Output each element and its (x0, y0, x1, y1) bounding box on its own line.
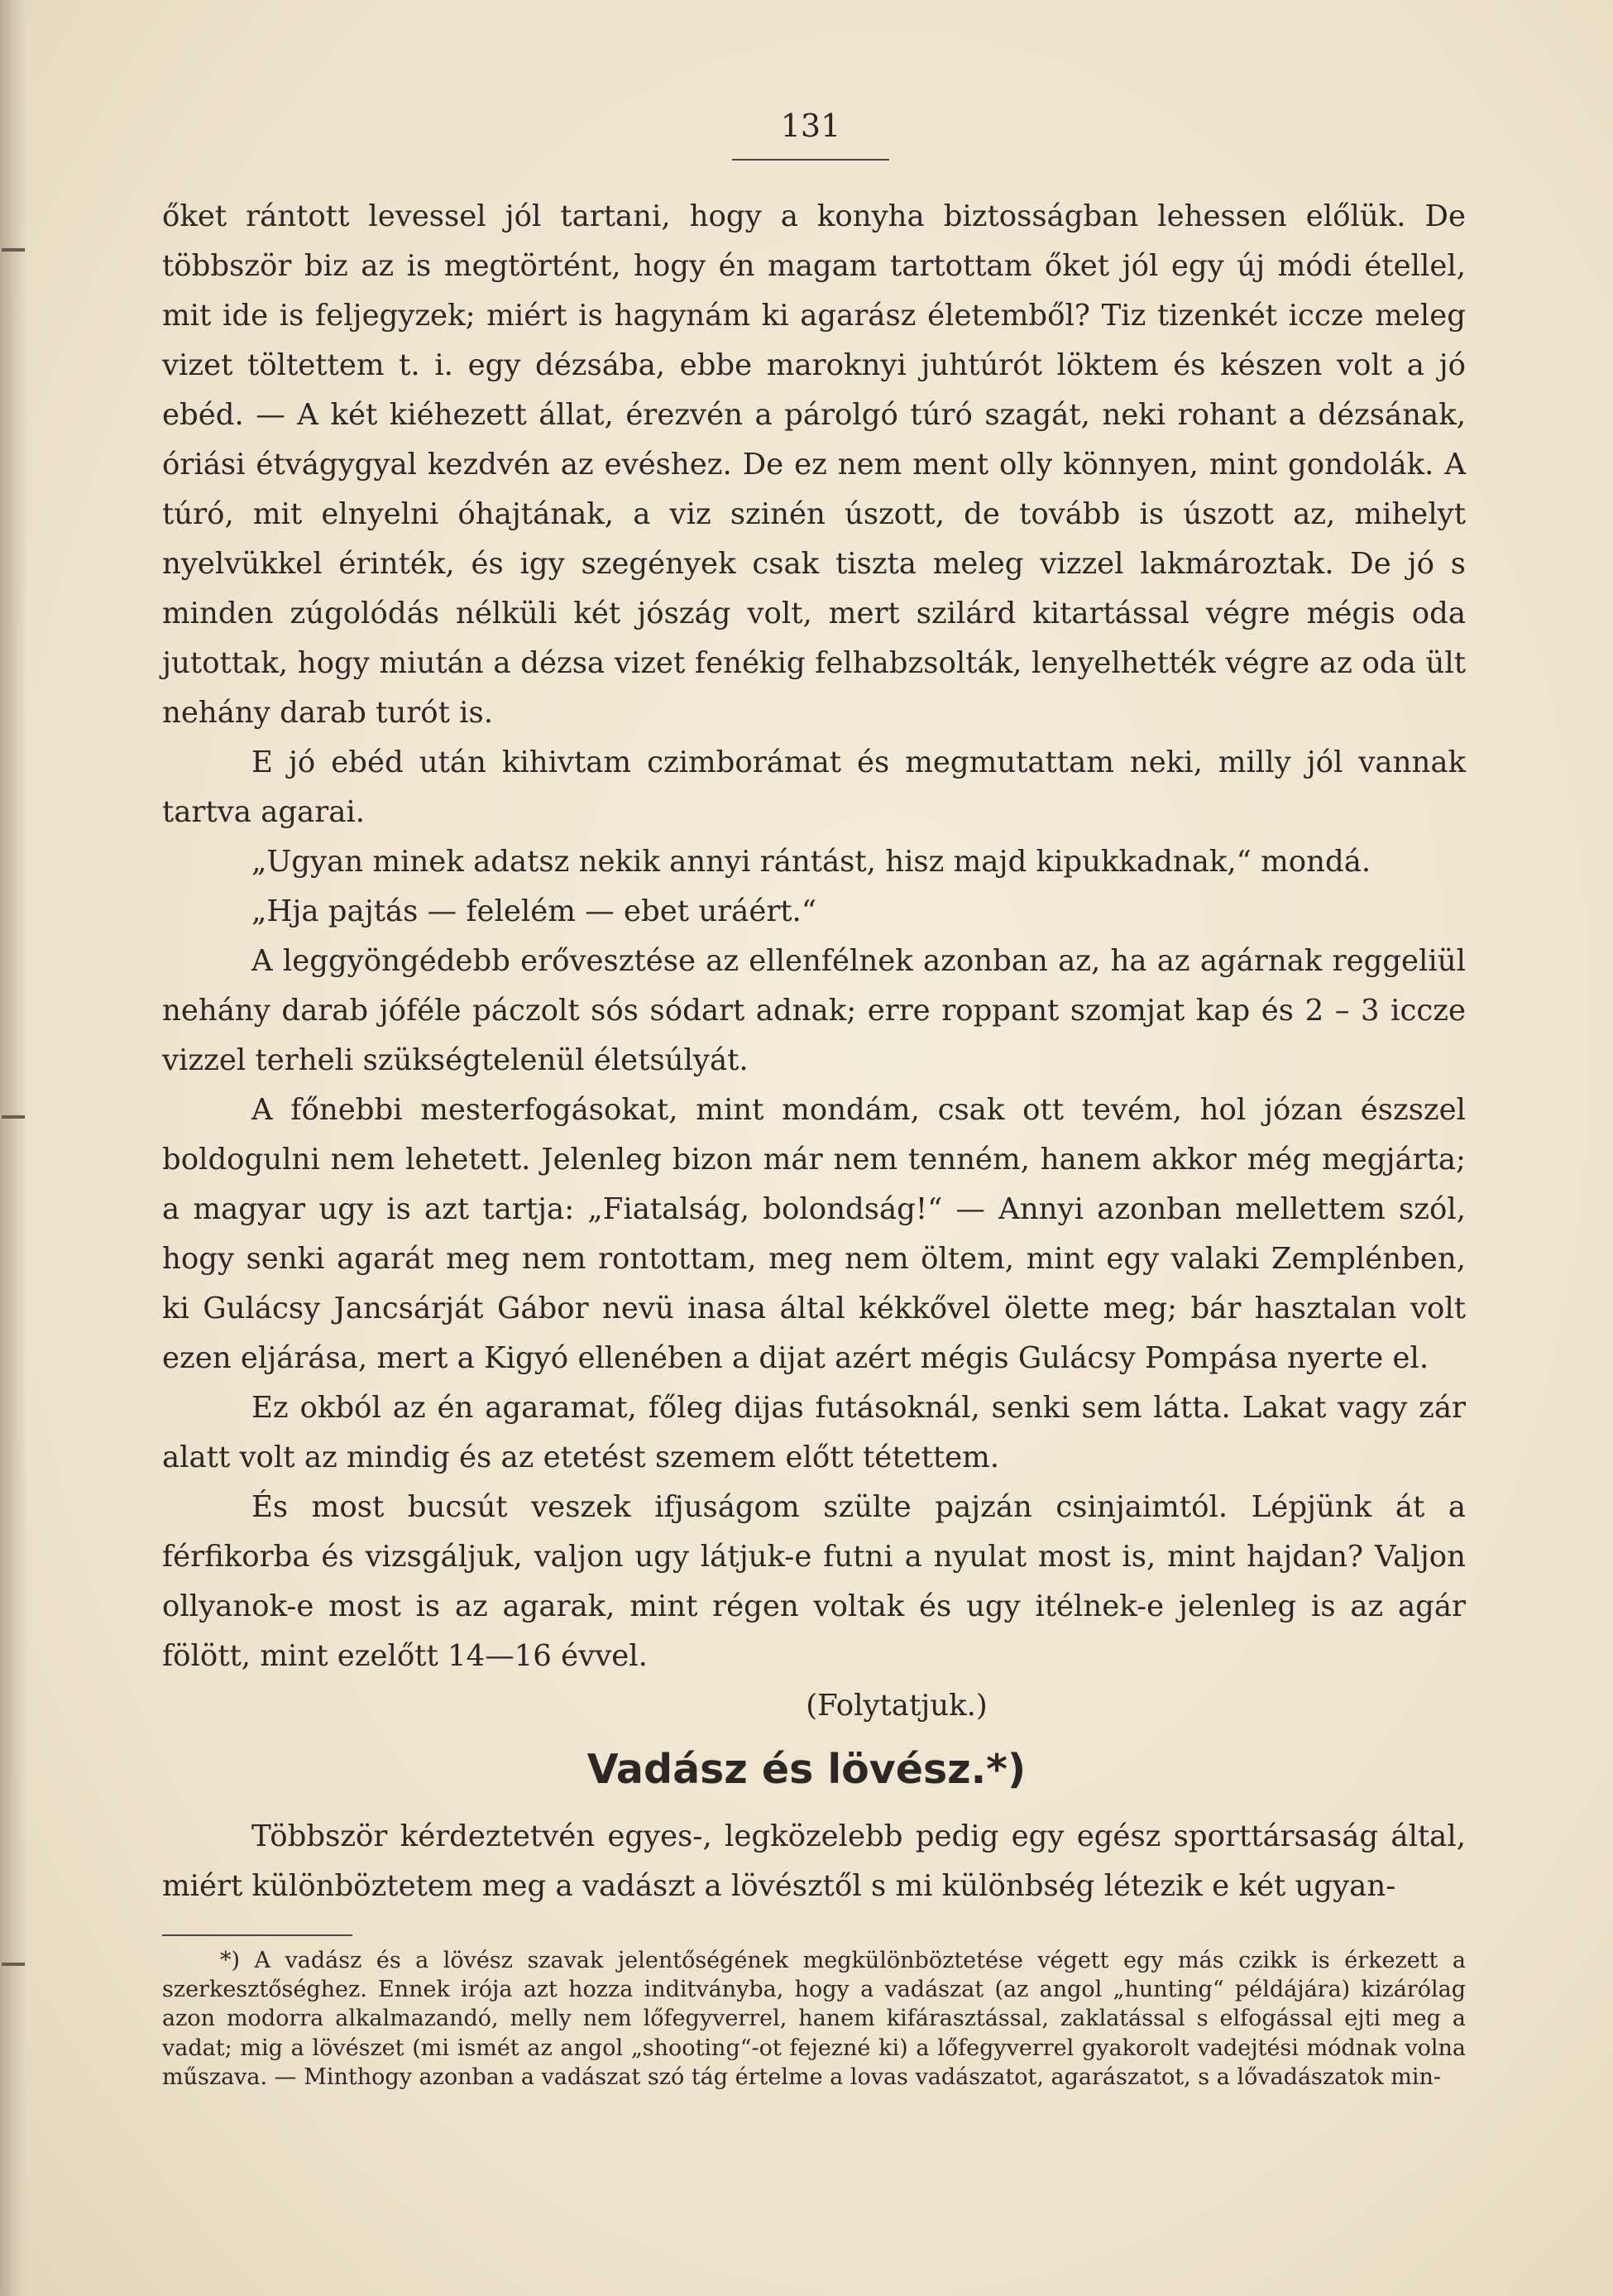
footnote-rule (162, 1934, 352, 1936)
continued-note: (Folytatjuk.) (806, 1689, 988, 1723)
paragraph: Többször kérdeztetvén egyes-, legközelebb pedig egy egész sporttársaság által, miért különböztetem meg a vadászt a lövésztől s mi különbség létezik e két ugyan- (162, 1819, 1466, 1903)
binding-gutter (0, 0, 28, 2296)
margin-mark (2, 248, 25, 252)
paragraph: őket rántott levessel jól tartani, hogy a konyha biztosságban lehessen előlük. De többször biz az is megtörtént, hogy én magam tartottam őket jól egy új módi étellel, mit ide is feljegyzek; miért is hagynám ki agarász életemből? Tiz tizenkét iccze meleg vizet töltettem t. i. egy dézsába, ebbe maroknyi juhtúrót löktem és készen volt a jó ebéd. — A két kiéhezett állat, érezvén a párolgó túró szagát, neki rohant a dézsának, óriási étvágygyal kezdvén az evéshez. De ez nem ment olly könnyen, mint gondolák. A túró, mit elnyelni óhajtának, a viz szinén úszott, de tovább is úszott az, mihelyt nyelvükkel érinték, és igy szegények csak tiszta meleg vizzel lakmároztak. De jó s minden zúgolódás nélküli két jószág volt, mert szilárd kitartással végre mégis oda jutottak, hogy miután a dézsa vizet fenékig felhabzsolták, lenyelhették végre az oda ült nehány darab turót is. (162, 199, 1466, 730)
article-body (162, 192, 1466, 1731)
paragraph: A leggyöngédebb erővesztése az ellenfélnek azonban az, ha az agárnak reggeliül nehány darab jóféle páczolt sós sódart adnak; erre roppant szomjat kap és 2 – 3 iccze vizzel terheli szükségtelenül életsúlyát. (162, 944, 1466, 1077)
paragraph: A főnebbi mesterfogásokat, mint mondám, csak ott tevém, hol józan észszel boldogulni nem lehetett. Jelenleg bizon már nem tenném, hanem akkor még megjárta; a magyar ugy is azt tartja: „Fiatalság, bolondság!“ — Annyi azonban mellettem szól, hogy senki agarát meg nem rontottam, meg nem öltem, mint egy valaki Zemplénben, ki Gulácsy Jancsárját Gábor nevü inasa által kékkővel ölette meg; bár hasztalan volt ezen eljárása, mert a Kigyó ellenében a dijat azért mégis Gulácsy Pompása nyerte el. (162, 1093, 1466, 1375)
footnote (162, 1946, 1466, 2092)
paragraph: „Ugyan minek adatsz nekik annyi rántást, hisz majd kipukkadnak,“ mondá. (251, 845, 1371, 879)
header-rule (732, 159, 889, 161)
paragraph: E jó ebéd után kihivtam czimborámat és megmutattam neki, milly jól vannak tartva agarai. (162, 745, 1466, 829)
paragraph: És most bucsút veszek ifjuságom szülte pajzán csinjaimtól. Lépjünk át a férfikorba és vizsgáljuk, valjon ugy látjuk-e futni a nyulat most is, mint hajdan? Valjon ollyanok-e most is az agarak, mint régen voltak és ugy itélnek-e jelenleg is az agár fölött, mint ezelőtt 14—16 évvel. (162, 1490, 1466, 1673)
paragraph: Ez okból az én agaramat, főleg dijas futásoknál, senki sem látta. Lakat vagy zár alatt volt az mindig és az etetést szemem előtt tétettem. (162, 1391, 1466, 1474)
margin-mark (2, 1963, 25, 1966)
section-title: Vadász és lövész.*) (586, 1746, 1027, 1793)
section-body (162, 1812, 1466, 1911)
margin-mark (2, 1115, 25, 1119)
footnote-text: *) A vadász és a lövész szavak jelentőségének megkülönböztetése végett egy más czikk is érkezett a szerkesztőséghez. Ennek irója azt hozza inditványba, hogy a vadászat (az angol „hunting“ példájára) kizárólag azon modorra alkalmazandó, melly nem lőfegyverrel, hanem kifárasztással, zaklatással s elfogással ejti meg a vadat; mig a lövészet (mi ismét az angol „shooting“-ot fejezné ki) a lőfegyverrel gyakorolt vadejtési módnak volna műszava. — Minthogy azonban a vadászat szó tág értelme a lovas vadászatot, agarászatot, s a lővadászatok min- (162, 1948, 1466, 2090)
page-number: 131 (780, 108, 841, 144)
paragraph: „Hja pajtás — felelém — ebet uráért.“ (251, 894, 816, 928)
